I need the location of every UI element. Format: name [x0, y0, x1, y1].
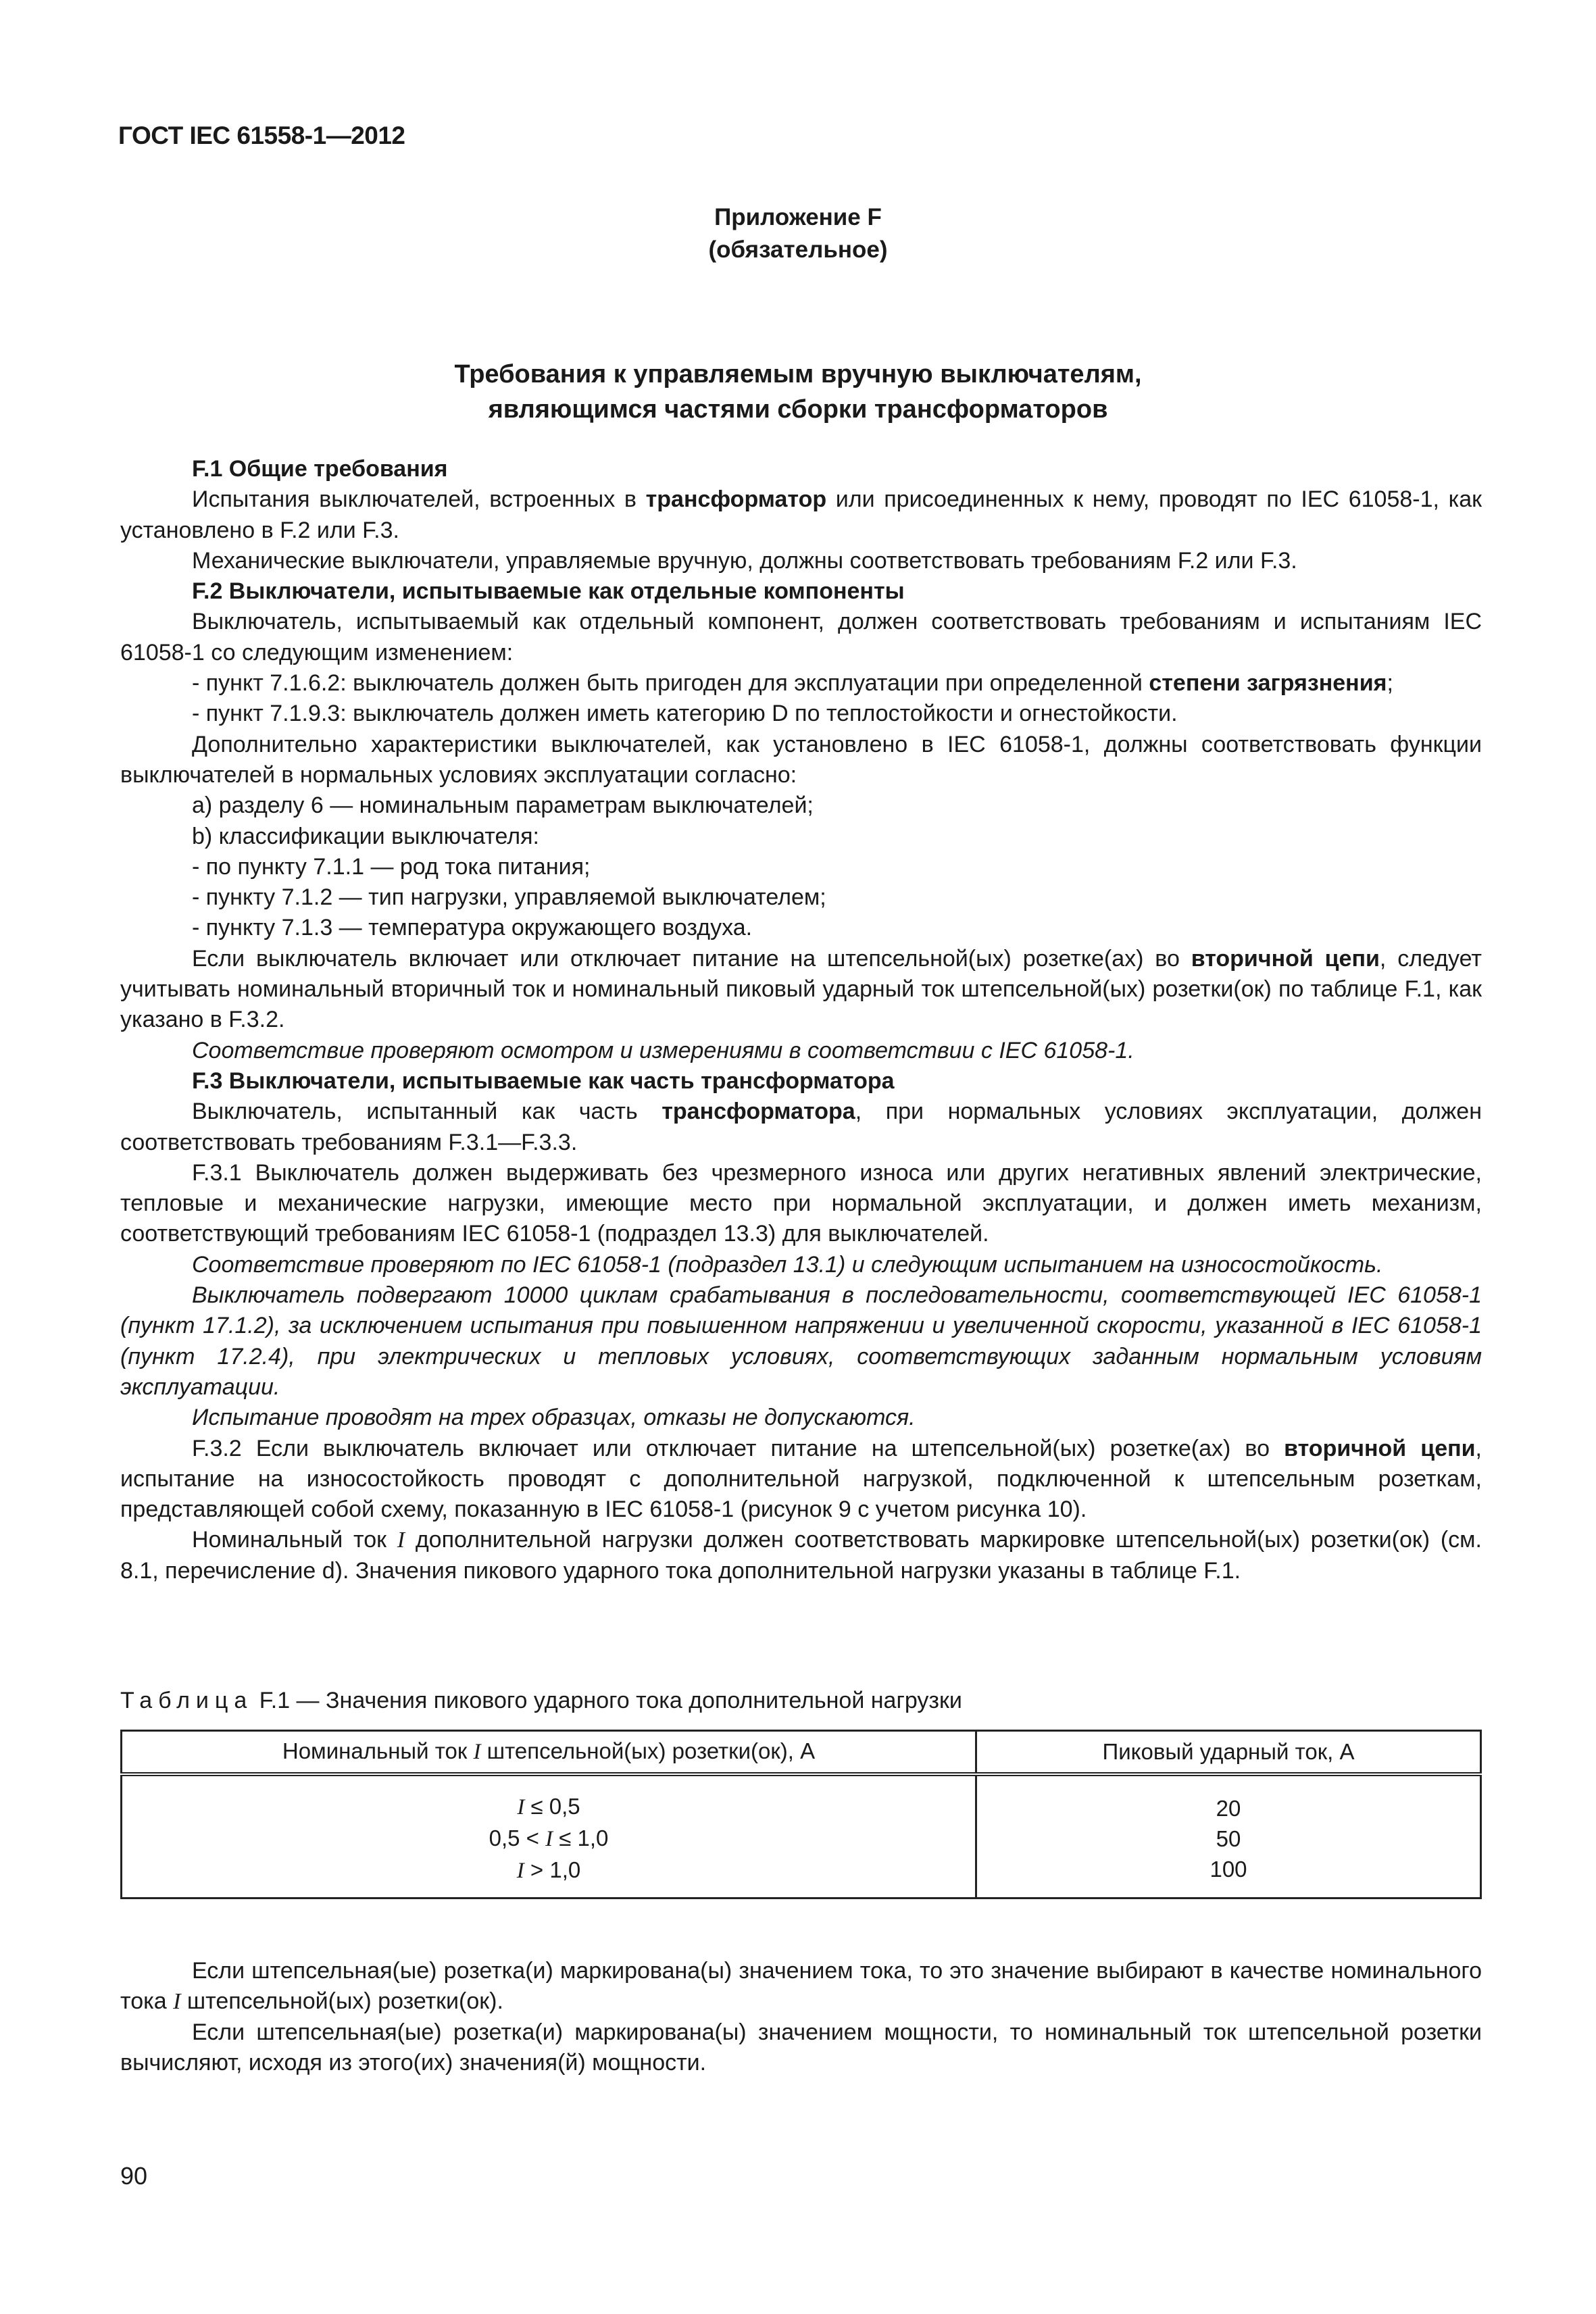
- paragraph: - пункт 7.1.9.3: выключатель должен иметь категорию D по теплостойкости и огнестойкости.: [192, 701, 1178, 727]
- current-symbol: I: [516, 1858, 524, 1883]
- term-bold: трансформатора: [662, 1099, 855, 1125]
- text-run: F.3.2 Если выключатель включает или отключает питание на штепсельной(ых) розетке(ах) во: [192, 1435, 1285, 1461]
- current-range: [122, 1791, 975, 1823]
- term-bold: степени загрязнения: [1149, 670, 1387, 697]
- section-heading-f2: F.2 Выключатели, испытываемые как отдельные компоненты: [192, 578, 905, 605]
- text-run: Выключатель, испытанный как часть: [192, 1099, 662, 1125]
- table-cell-peak-current: [976, 1774, 1481, 1898]
- peak-value: 50: [1216, 1826, 1241, 1851]
- paragraph: Механические выключатели, управляемые вручную, должны соответствовать требованиям F.2 или F.3.: [192, 547, 1297, 574]
- paragraph: Дополнительно характеристики выключателей, как установлено в IEC 61058-1, должны соответствовать функции выключателей в нормальных условиях эксплуатации согласно:: [120, 731, 1482, 788]
- paragraph: Выключатель, испытываемый как отдельный компонент, должен соответствовать требованиям и испытаниям IEC 61058-1 со следующим изменением:: [120, 609, 1482, 665]
- paragraph: F.3.1 Выключатель должен выдерживать без чрезмерного износа или других негативных явлений электрические, тепловые и механические нагрузки, имеющие место при нормальной эксплуатации, и должен иметь механизм, соответствующий требованиям IEC 61058-1 (подраздел 13.3) для выключателей.: [120, 1159, 1482, 1247]
- current-symbol: I: [517, 1794, 525, 1819]
- paragraph: [120, 1434, 1482, 1526]
- paragraph: [120, 1097, 1482, 1158]
- list-item: - пункту 7.1.3 — температура окружающего воздуха.: [192, 915, 753, 941]
- peak-current-table: [120, 1730, 1482, 1899]
- list-item: - пункту 7.1.2 — тип нагрузки, управляемой выключателем;: [192, 884, 826, 911]
- test-procedure-note: Испытание проводят на трех образцах, отказы не допускаются.: [192, 1405, 916, 1431]
- list-item: b) классификации выключателя:: [192, 823, 539, 849]
- column-header-rated-current: [122, 1731, 976, 1774]
- post-table-text: [120, 1956, 1482, 2078]
- paragraph: [120, 484, 1482, 546]
- text-run: или присоединенных к нему, проводят по IEC 61058-1, как установлено в F.2 или F.3.: [120, 486, 1482, 543]
- table-cell-rated-current: [122, 1774, 976, 1898]
- section-heading-f1: F.1 Общие требования: [192, 456, 448, 482]
- list-item: a) разделу 6 — номинальным параметрам выключателей;: [192, 793, 814, 819]
- text-run: ;: [1387, 670, 1393, 697]
- compliance-note: Соответствие проверяют осмотром и измерениями в соответствии с IEC 61058-1.: [192, 1037, 1134, 1063]
- section-heading-f3: F.3 Выключатели, испытываемые как часть трансформатора: [192, 1067, 895, 1094]
- text-run: Если выключатель включает или отключает питание на штепсельной(ых) розетке(ах) во: [192, 945, 1191, 972]
- text-run: - пункт 7.1.6.2: выключатель должен быть пригоден для эксплуатации при определенной: [192, 670, 1149, 697]
- text-run: Испытания выключателей, встроенных в: [192, 486, 646, 513]
- term-bold: вторичной цепи: [1284, 1435, 1476, 1461]
- paragraph: [120, 944, 1482, 1036]
- current-symbol: I: [473, 1740, 481, 1765]
- annex-status: (обязательное): [708, 236, 888, 263]
- paragraph: [120, 1525, 1482, 1586]
- compliance-note: Соответствие проверяют по IEC 61058-1 (подраздел 13.1) и следующим испытанием на износостойкость.: [192, 1251, 1383, 1278]
- current-range: [122, 1855, 975, 1886]
- text-run: Если штепсельная(ые) розетка(и) маркирована(ы) значением тока, то это значение выбирают в качестве номинального тока: [120, 1958, 1482, 2015]
- current-symbol: I: [397, 1528, 405, 1553]
- current-range: [122, 1823, 975, 1855]
- table-row: [122, 1774, 1481, 1898]
- current-symbol: I: [173, 1989, 181, 2015]
- peak-value: 100: [1210, 1856, 1247, 1882]
- text-run: ≤ 1,0: [553, 1825, 609, 1851]
- table-caption: [120, 1686, 962, 1716]
- current-symbol: I: [545, 1826, 553, 1851]
- page-number: 90: [120, 2162, 148, 2190]
- text-run: дополнительной нагрузки должен соответствовать маркировке штепсельной(ых) розетки(ок) (см. 8.1, перечисление d). Значения пикового ударного тока дополнительной нагрузки указаны в таблице F.1.: [120, 1527, 1482, 1584]
- paragraph: [120, 668, 1482, 699]
- table-header-row: [122, 1731, 1481, 1774]
- annex-title-line-1: Требования к управляемым вручную выключателям,: [454, 360, 1142, 388]
- peak-value: 20: [1216, 1795, 1241, 1821]
- annex-label: Приложение F: [714, 204, 882, 230]
- document-id-header: ГОСТ IEC 61558-1—2012: [118, 122, 405, 149]
- text-run: ≤ 0,5: [524, 1793, 580, 1819]
- paragraph: Если штепсельная(ые) розетка(и) маркирована(ы) значением мощности, то номинальный ток штепсельной розетки вычисляют, исходя из этого(их) значения(й) мощности.: [120, 2019, 1482, 2076]
- text-run: , при нормальных условиях эксплуатации, должен соответствовать требованиям F.3.1—F.3.3.: [120, 1099, 1482, 1155]
- text-run: 0,5 <: [489, 1825, 546, 1851]
- main-text: [120, 454, 1482, 1586]
- text-run: Номинальный ток: [192, 1527, 397, 1553]
- table-caption-prefix: Таблица: [120, 1688, 253, 1713]
- term-bold: трансформатор: [645, 486, 827, 513]
- term-bold: вторичной цепи: [1191, 945, 1380, 972]
- paragraph: [120, 1956, 1482, 2017]
- text-run: Номинальный ток: [282, 1738, 474, 1764]
- text-run: штепсельной(ых) розетки(ок).: [180, 1988, 503, 2015]
- text-run: штепсельной(ых) розетки(ок), А: [480, 1738, 816, 1764]
- text-run: , следует учитывать номинальный вторичный ток и номинальный пиковый ударный ток штепсельной(ых) розетки(ок) по таблице F.1, как указано в F.3.2.: [120, 945, 1482, 1033]
- list-item: - по пункту 7.1.1 — род тока питания;: [192, 853, 591, 880]
- text-run: , испытание на износостойкость проводят с дополнительной нагрузкой, подключенной к штепсельным розеткам, представляющей собой схему, показанную в IEC 61058-1 (рисунок 9 с учетом рисунка 10).: [120, 1435, 1482, 1523]
- text-run: > 1,0: [524, 1857, 581, 1882]
- annex-title-line-2: являющимся частями сборки трансформаторов: [488, 395, 1108, 424]
- test-procedure-note: Выключатель подвергают 10000 циклам срабатывания в последовательности, соответствующей IEC 61058-1 (пункт 17.1.2), за исключением испытания при повышенном напряжении и увеличенной скорости, указанной в IEC 61058-1 (пункт 17.2.4), при электрических и тепловых условиях, соответствующих заданным нормальным условиям эксплуатации.: [120, 1282, 1482, 1400]
- column-header-peak-current: Пиковый ударный ток, А: [976, 1731, 1481, 1774]
- table-caption-text: F.1 — Значения пикового ударного тока дополнительной нагрузки: [253, 1688, 962, 1713]
